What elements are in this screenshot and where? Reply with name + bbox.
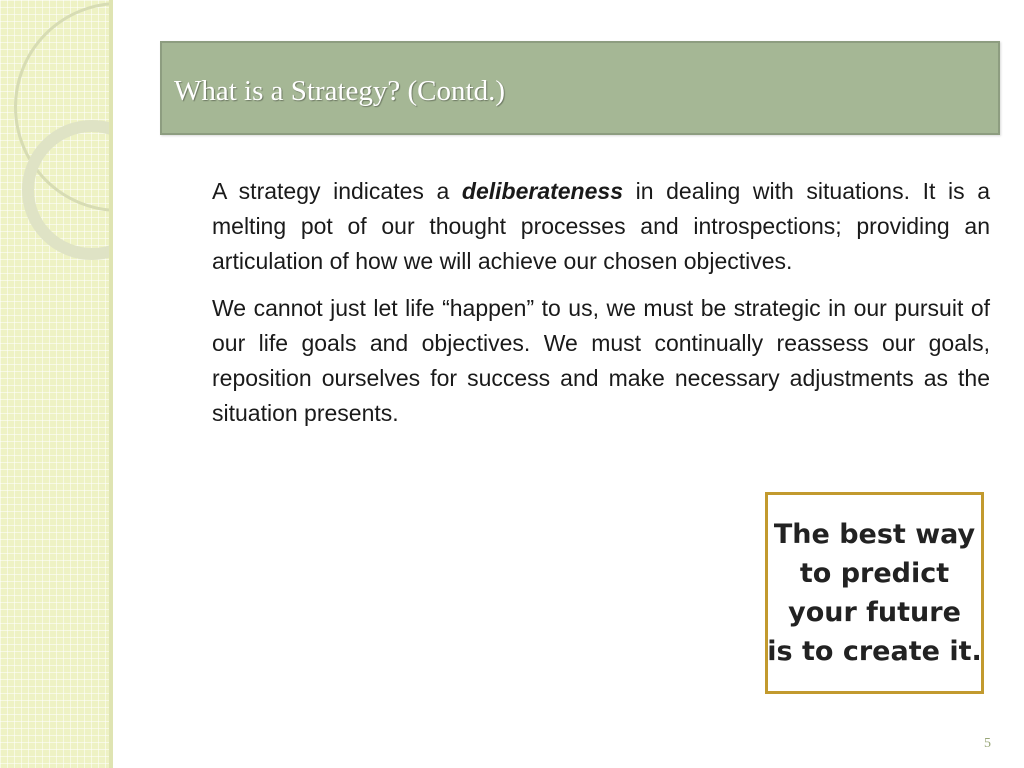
quote-line: your future — [788, 597, 961, 628]
quote-box — [765, 492, 984, 694]
slide-body — [212, 174, 990, 443]
quote-line: is to create it. — [767, 636, 982, 667]
quote-line: to predict — [799, 558, 950, 589]
side-panel-edge — [109, 0, 113, 768]
quote-line: The best way — [773, 519, 976, 550]
slide-title: What is a Strategy? (Contd.) — [174, 75, 505, 107]
paragraph-1 — [212, 174, 990, 279]
paragraph-1-end: in dealing with situations. It is a melting pot of our thought processes and introspections; providing an articulation of how we will achieve our chosen objectives. — [212, 178, 990, 274]
decorative-side-panel — [0, 0, 113, 768]
emphasis-deliberateness: deliberateness — [461, 178, 623, 204]
paragraph-2: We cannot just let life “happen” to us, we must be strategic in our pursuit of our life goals and objectives. We must continually reassess our goals, reposition ourselves for success and make necessary adjustments as the situation presents. — [212, 295, 990, 426]
paragraph-1-start: A strategy indicates a — [212, 178, 462, 204]
page-number: 5 — [984, 736, 991, 751]
title-bar — [160, 41, 1000, 135]
